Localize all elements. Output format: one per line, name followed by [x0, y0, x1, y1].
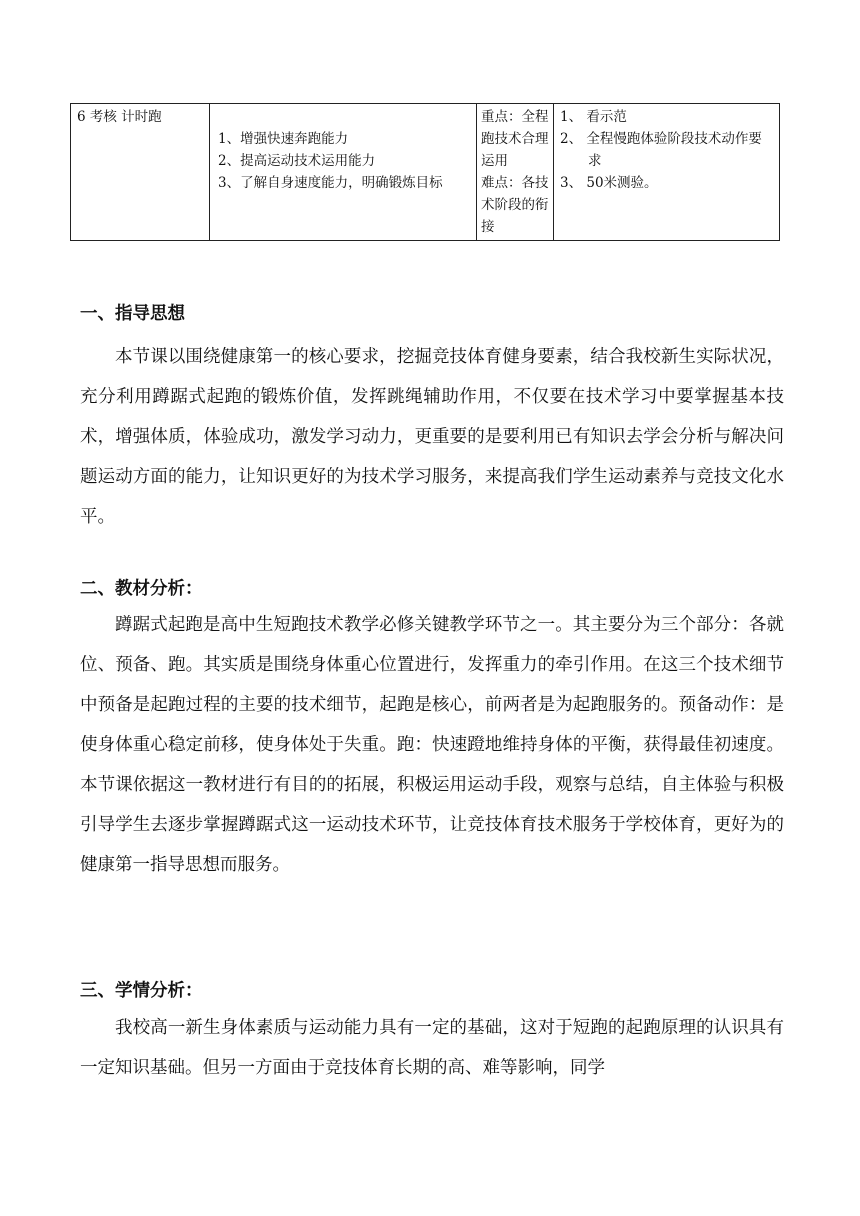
step-item: 1、 看示范	[560, 109, 627, 125]
section-heading-guiding-ideology: 一、指导思想	[80, 304, 185, 324]
goal-item: 2、提高运动技术运用能力	[218, 153, 376, 169]
steps-cell	[554, 104, 780, 241]
step-item: 3、 50米测验。	[560, 175, 658, 191]
difficult-point: 难点：各技术阶段的衔接	[481, 175, 549, 235]
section-body-guiding-ideology: 本节课以围绕健康第一的核心要求，挖掘竞技体育健身要素，结合我校新生实际状况，充分利用蹲踞式起跑的锻炼价值，发挥跳绳辅助作用，不仅要在技术学习中要掌握基本技术，增强体质，体验成功，激发学习动力，更重要的是要利用已有知识去学会分析与解决问题运动方面的能力，让知识更好的为技术学习服务，来提高我们学生运动素养与竞技文化水平。	[80, 347, 784, 527]
section-body-learner-analysis: 我校高一新生身体素质与运动能力具有一定的基础，这对于短跑的起跑原理的认识具有一定知识基础。但另一方面由于竞技体育长期的高、难等影响，同学	[80, 1018, 784, 1078]
table-row	[71, 104, 780, 241]
section-heading-learner-analysis: 三、学情分析：	[80, 981, 203, 1001]
step-item: 2、 全程慢跑体验阶段技术动作要求	[560, 131, 762, 169]
key-points-cell	[477, 104, 554, 241]
section-heading-material-analysis: 二、教材分析：	[80, 579, 203, 599]
goal-item: 3、了解自身速度能力，明确锻炼目标	[218, 175, 443, 191]
key-point: 重点：全程跑技术合理运用	[481, 109, 549, 169]
activity-cell: 6 考核 计时跑	[71, 104, 210, 241]
section-body-material-analysis: 蹲踞式起跑是高中生短跑技术教学必修关键教学环节之一。其主要分为三个部分：各就位、预备、跑。其实质是围绕身体重心位置进行，发挥重力的牵引作用。在这三个技术细节中预备是起跑过程的主要的技术细节，起跑是核心，前两者是为起跑服务的。预备动作：是使身体重心稳定前移，使身体处于失重。跑：快速蹬地维持身体的平衡，获得最佳初速度。本节课依据这一教材进行有目的的拓展，积极运用运动手段，观察与总结，自主体验与积极引导学生去逐步掌握蹲踞式这一运动技术环节，让竞技体育技术服务于学校体育，更好为的健康第一指导思想而服务。	[80, 615, 784, 875]
lesson-plan-table	[70, 103, 780, 241]
goal-item: 1、增强快速奔跑能力	[218, 131, 349, 147]
goals-cell	[210, 104, 477, 241]
